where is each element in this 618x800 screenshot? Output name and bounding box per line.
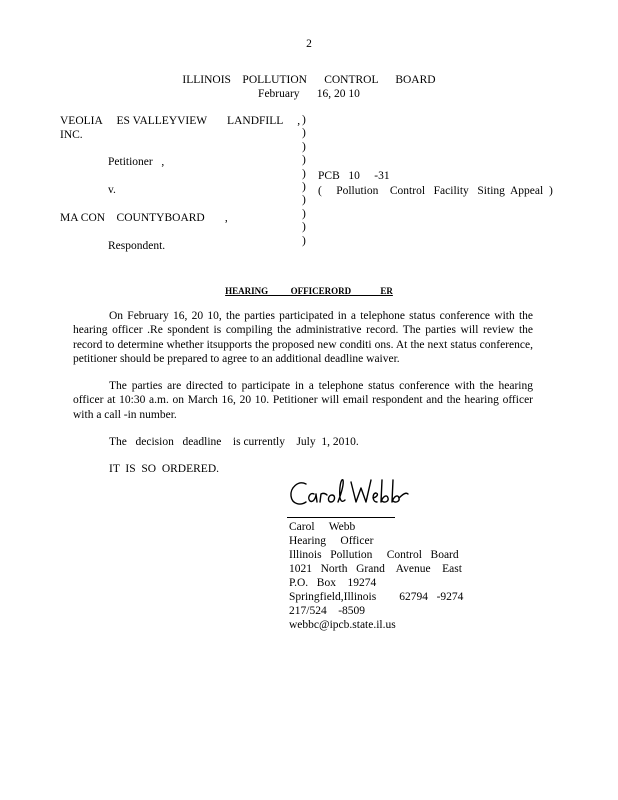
address-city: Springfield,Illinois 62794 -9274 <box>289 591 464 603</box>
versus-label: v. <box>108 184 116 196</box>
email-address: webbc@ipcb.state.il.us <box>289 619 396 631</box>
address-street: 1021 North Grand Avenue East <box>289 563 462 575</box>
petitioner-name: VEOLIA ES VALLEYVIEW LANDFILL , <box>60 115 301 127</box>
paragraph-status-conference: On February 16, 20 10, the parties participated in a telephone status conference with the hearing officer .Re spondent is compiling the administrative record. The parties will review the record to determine whether itsupports the proposed new conditi ons. At the next status conference, petitioner should be prepared to agree to an additional deadline waiver. <box>73 310 533 366</box>
board-heading: ILLINOIS POLLUTION CONTROL BOARD <box>182 74 436 86</box>
address-po-box: P.O. Box 19274 <box>289 577 377 589</box>
signer-title: Hearing Officer <box>289 535 374 547</box>
phone-number: 217/524 -8509 <box>289 605 366 617</box>
signer-agency: Illinois Pollution Control Board <box>289 549 459 561</box>
order-date: February 16, 20 10 <box>258 88 360 100</box>
respondent-name: MA CON COUNTYBOARD , <box>60 212 228 224</box>
petitioner-name-cont: INC. <box>60 129 83 141</box>
case-number: PCB 10 -31 <box>318 170 390 182</box>
paragraph-directed: The parties are directed to participate in a telephone status conference with the hearing officer at 10:30 a.m. on March 16, 20 10. Petitioner will email respondent and the hearing officer with a call -in number. <box>73 380 533 421</box>
petitioner-label: Petitioner , <box>108 156 165 168</box>
case-type: ( Pollution Control Facility Siting Appeal ) <box>318 185 553 197</box>
order-title: HEARING OFFICERORD ER <box>225 286 393 296</box>
signature-line <box>287 517 395 518</box>
handwritten-signature <box>286 474 416 514</box>
page-number: 2 <box>306 38 312 50</box>
respondent-label: Respondent. <box>108 240 166 252</box>
paragraph-so-ordered: IT IS SO ORDERED. <box>109 463 220 475</box>
signer-name: Carol Webb <box>289 521 356 533</box>
caption-parentheses: ) ) ) ) ) ) ) ) ) ) <box>302 114 306 247</box>
paragraph-deadline: The decision deadline is currently July 1, 2010. <box>109 436 359 448</box>
